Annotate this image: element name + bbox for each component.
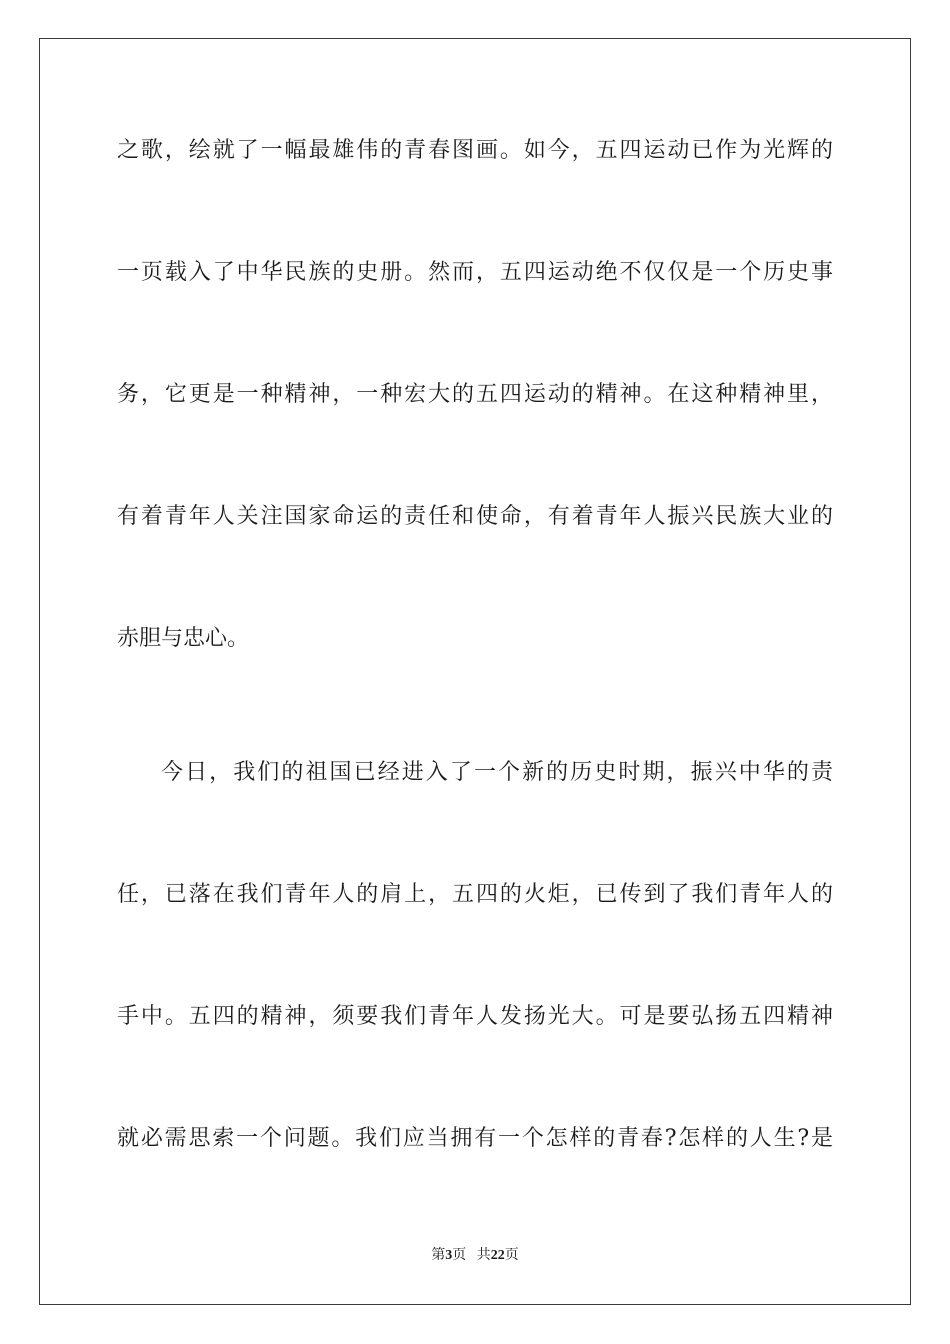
text-line-7: 任，已落在我们青年人的肩上，五四的火炬，已传到了我们青年人的 xyxy=(117,882,833,907)
text-line-4: 有着青年人关注国家命运的责任和使命，有着青年人振兴民族大业的 xyxy=(117,504,833,529)
total-pages-number: 22 xyxy=(490,1248,505,1263)
current-page-number: 3 xyxy=(445,1248,453,1263)
page-footer xyxy=(0,1247,950,1265)
page-border xyxy=(39,38,911,1305)
text-line-2: 一页载入了中华民族的史册。然而，五四运动绝不仅仅是一个历史事 xyxy=(117,260,833,285)
text-line-6: 今日，我们的祖国已经进入了一个新的历史时期，振兴中华的责 xyxy=(161,760,833,785)
text-line-5: 赤胆与忠心。 xyxy=(117,626,250,651)
text-line-3: 务，它更是一种精神，一种宏大的五四运动的精神。在这种精神里， xyxy=(117,382,833,407)
footer-page-suffix: 页 xyxy=(452,1248,467,1263)
footer-prefix: 第 xyxy=(431,1248,446,1263)
text-line-1: 之歌，绘就了一幅最雄伟的青春图画。如今，五四运动已作为光辉的 xyxy=(117,138,833,163)
text-line-9: 就必需思索一个问题。我们应当拥有一个怎样的青春?怎样的人生?是 xyxy=(117,1126,833,1151)
text-line-8: 手中。五四的精神，须要我们青年人发扬光大。可是要弘扬五四精神 xyxy=(117,1004,833,1029)
footer-total-prefix: 共 xyxy=(476,1248,491,1263)
footer-total-suffix: 页 xyxy=(504,1248,519,1263)
